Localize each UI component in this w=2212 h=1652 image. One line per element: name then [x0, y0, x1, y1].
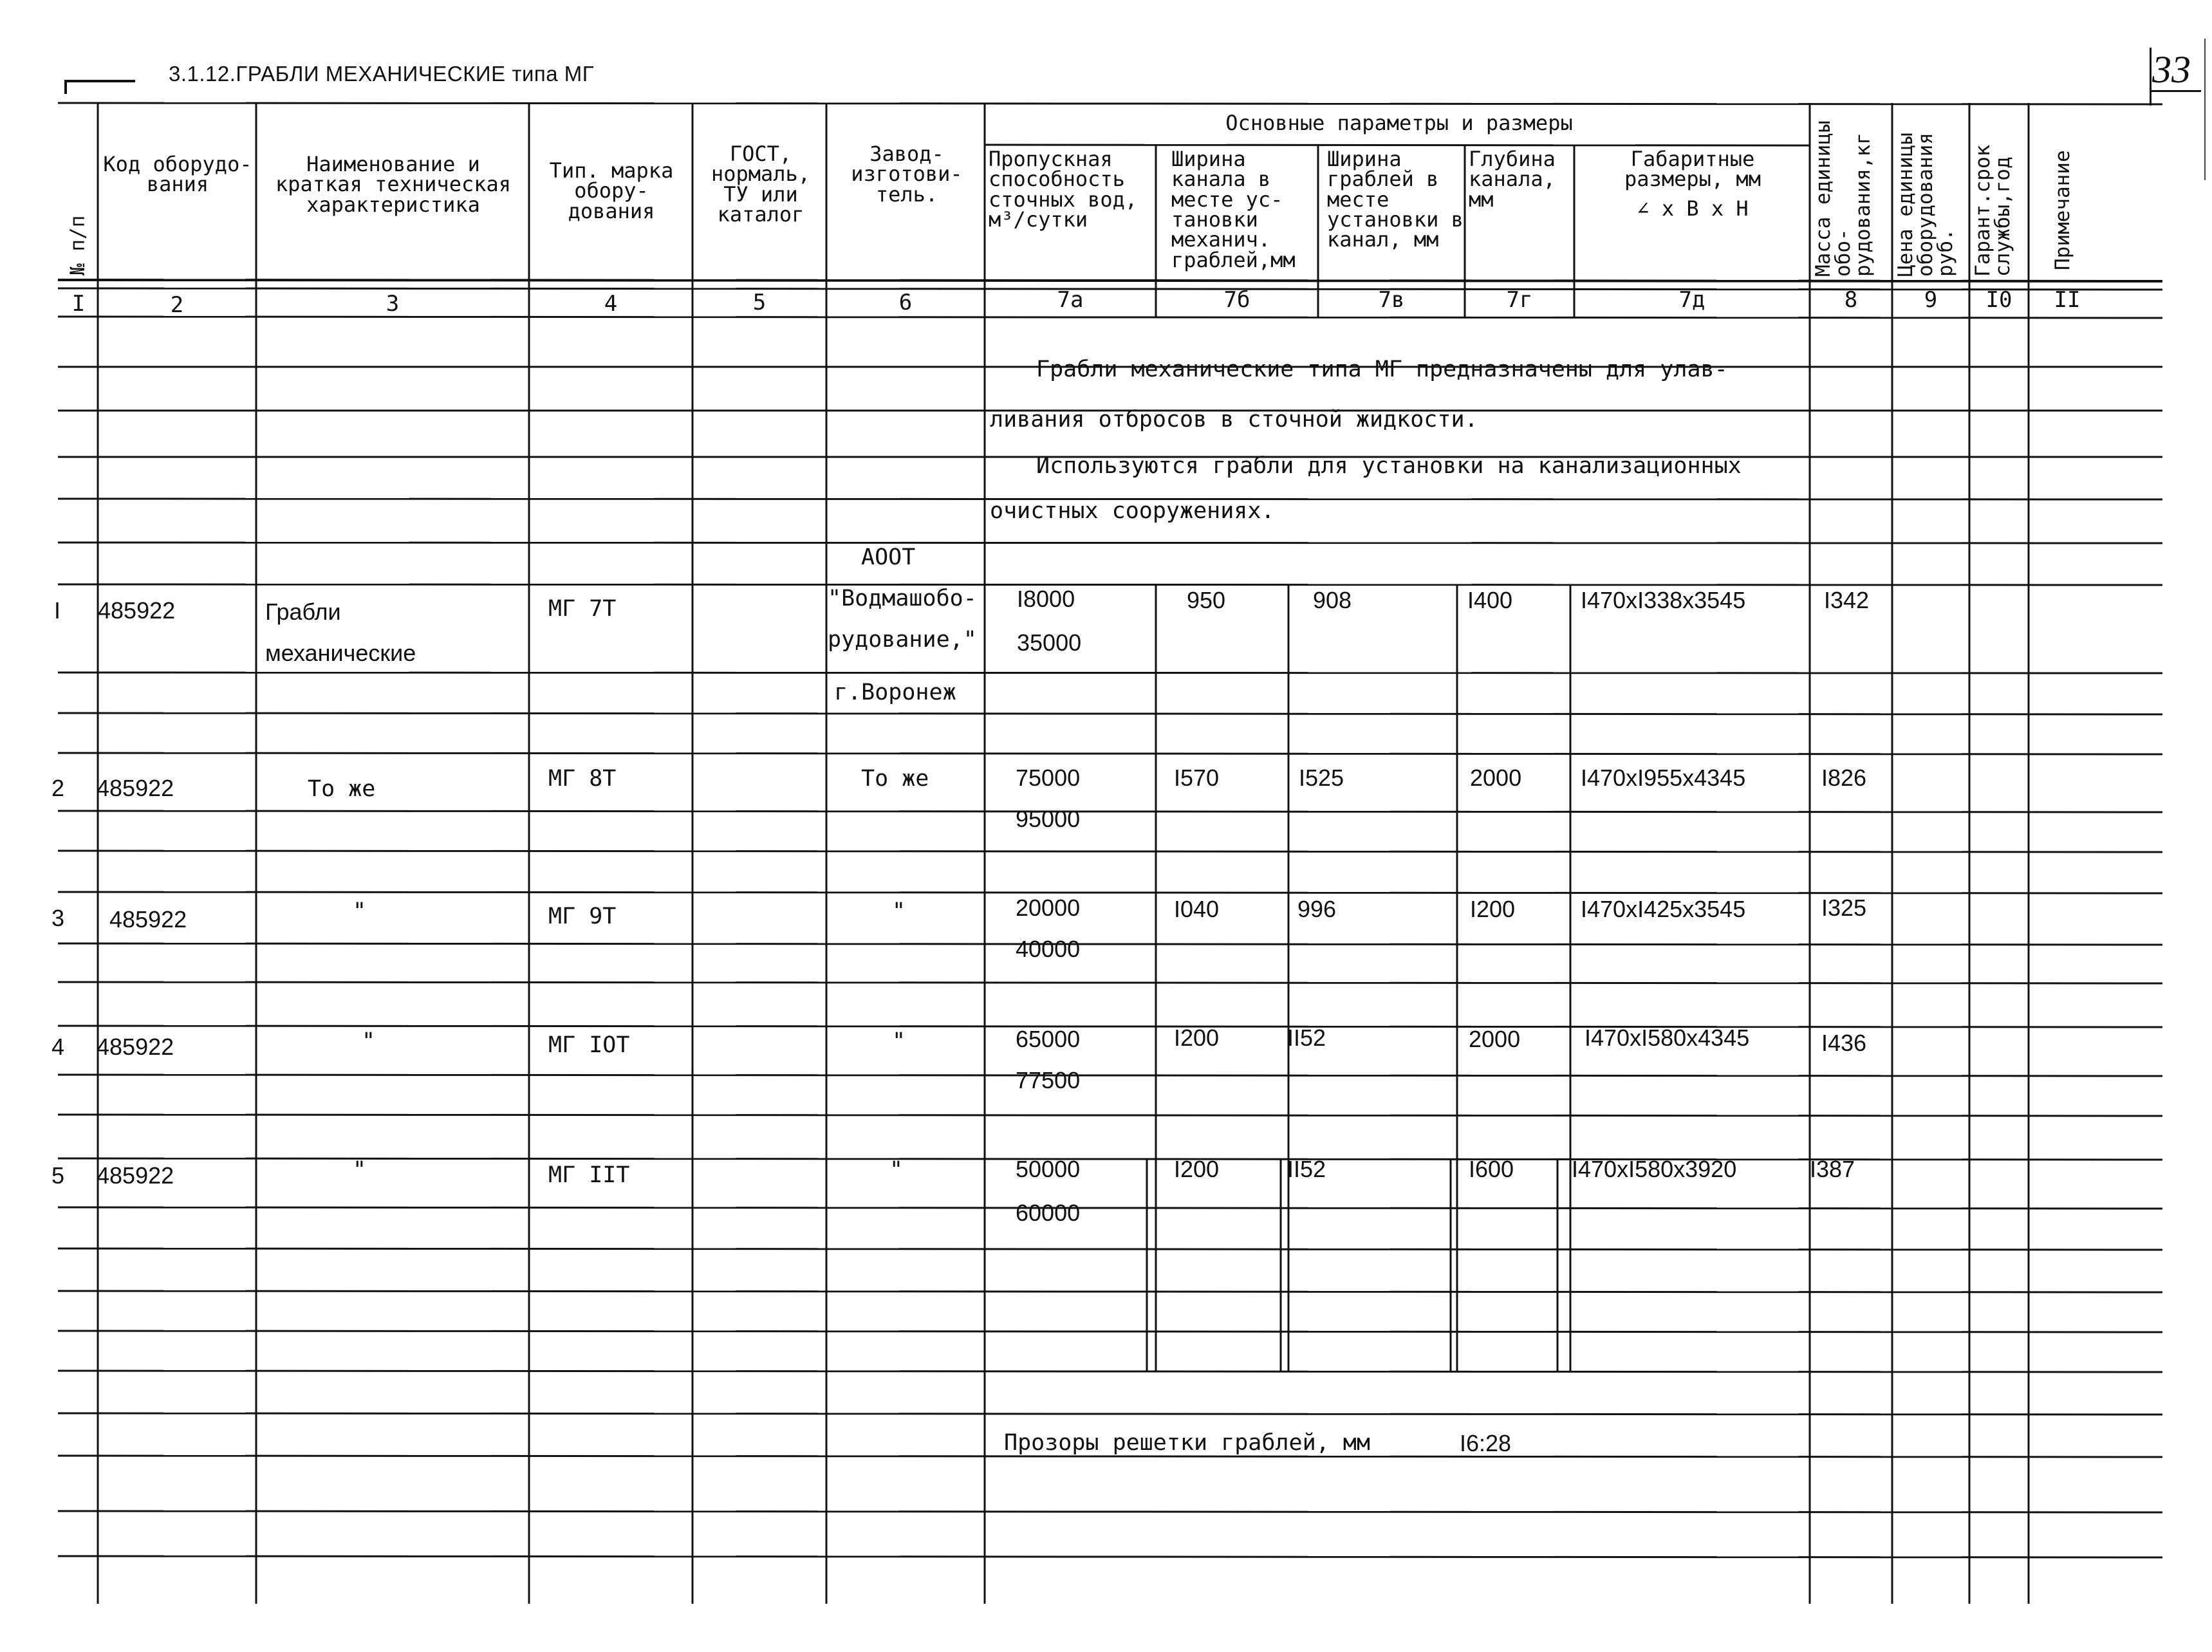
row-4-capacity-2: 77500 [1016, 1067, 1081, 1093]
header-col7v: Ширина граблей в месте установки в канал, мм [1327, 147, 1464, 252]
header-col7b: Ширина канала в месте ус- тановки механич. граблей,мм [1171, 147, 1296, 272]
row-5-rake-width: II52 [1287, 1156, 1326, 1182]
manufacturer-line-1: АООТ [861, 544, 916, 570]
row-1-rake-width: 908 [1313, 587, 1352, 613]
row-5-name: " [353, 1157, 367, 1183]
header-col7d [1578, 149, 1807, 219]
row-4-code: 485922 [97, 1034, 174, 1060]
header-col1: № п/п [66, 215, 89, 275]
row-5-factory: " [889, 1157, 904, 1183]
row-5-depth: I600 [1469, 1156, 1514, 1182]
row-5-dimensions: I470xI580x3920 [1572, 1156, 1737, 1182]
row-3-code: 485922 [109, 906, 187, 933]
row-4-dimensions: I470xI580x4345 [1585, 1025, 1750, 1051]
manufacturer-line-2: "Водмашобо- [828, 586, 977, 611]
row-2-type: МГ 8Т [548, 766, 617, 792]
row-3-channel-width: I040 [1174, 896, 1220, 922]
row-3-type: МГ 9Т [548, 904, 617, 929]
description-line-4: очистных сооружениях. [990, 498, 1275, 524]
row-4-channel-width: I200 [1174, 1025, 1220, 1051]
row-5-type: МГ IIТ [548, 1162, 630, 1188]
header-col5: ГОСТ, нормаль, ТУ или каталог [711, 142, 811, 227]
footer-note-value: I6:28 [1460, 1430, 1512, 1456]
header-col7g: Глубина канала, мм [1469, 147, 1556, 212]
row-3-capacity-2: 40000 [1016, 936, 1081, 962]
row-4-type: МГ IОТ [548, 1032, 630, 1058]
row-2-capacity-2: 95000 [1016, 806, 1081, 832]
header-col9: Цена единицы оборудования руб. [1894, 133, 1957, 277]
row-3-name: " [353, 898, 367, 924]
col-number-10: I0 [1985, 287, 2012, 313]
header-col3: Наименование и краткая техническая характеристика [275, 152, 512, 217]
col-number-3: 3 [386, 291, 400, 317]
col-number-7d: 7д [1678, 287, 1705, 313]
col-number-6: 6 [898, 290, 913, 315]
row-3-dimensions: I470xI425x3545 [1581, 896, 1746, 922]
row-4-rake-width: II52 [1287, 1025, 1326, 1051]
col-number-7g: 7г [1506, 287, 1533, 313]
row-2-capacity-1: 75000 [1016, 765, 1081, 791]
col-number-7v: 7в [1378, 287, 1405, 313]
row-2-depth: 2000 [1470, 765, 1522, 791]
header-col7a: Пропускная способность сточных вод, м³/сутки [989, 147, 1138, 232]
row-4-factory: " [892, 1028, 906, 1054]
header-col7d-line1: Габаритные размеры, мм [1624, 147, 1761, 192]
header-group7: Основные параметры и размеры [1225, 111, 1573, 135]
row-2-mass: I826 [1821, 765, 1867, 791]
row-1-type: МГ 7Т [548, 596, 617, 622]
row-1-dimensions: I470xI338x3545 [1581, 587, 1746, 613]
row-5-mass: I387 [1810, 1156, 1855, 1182]
description-line-3: Используются грабли для установки на канализационных [1036, 453, 1742, 479]
description-line-1: Грабли механические типа МГ предназначены для улав- [1036, 357, 1728, 382]
row-4-name: " [362, 1028, 376, 1054]
row-1-mass: I342 [1824, 587, 1870, 613]
row-2-channel-width: I570 [1174, 765, 1220, 791]
col-number-2: 2 [170, 292, 184, 318]
row-1-number: I [54, 597, 61, 624]
manufacturer-line-4: г.Воронеж [834, 680, 956, 705]
row-1-code: 485922 [98, 597, 176, 624]
row-1-capacity-2: 35000 [1017, 629, 1082, 656]
header-col10: Гарант.срок службы,год [1971, 144, 2014, 277]
row-3-depth: I200 [1470, 896, 1516, 922]
row-3-capacity-1: 20000 [1016, 895, 1081, 921]
row-2-rake-width: I525 [1299, 765, 1344, 791]
row-5-channel-width: I200 [1174, 1156, 1220, 1182]
page-number: 33 [2152, 48, 2191, 91]
row-4-mass: I436 [1821, 1030, 1867, 1056]
manufacturer-line-3: рудование," [828, 627, 977, 653]
header-col4: Тип. марка обору- дования [549, 158, 674, 223]
header-col8: Масса единицы обо- рудования,кг [1812, 120, 1875, 277]
row-2-dimensions: I470xI955x4345 [1581, 765, 1746, 791]
row-5-code: 485922 [97, 1162, 174, 1189]
col-number-9: 9 [1924, 287, 1938, 313]
row-2-name: То же [308, 776, 376, 802]
row-3-factory: " [892, 898, 906, 924]
col-number-4: 4 [604, 291, 618, 317]
footer-note-label: Прозоры решетки граблей, мм [1004, 1430, 1370, 1456]
col-number-1: I [71, 291, 86, 317]
col-number-7a: 7а [1057, 287, 1084, 313]
row-2-factory: То же [861, 766, 929, 792]
row-1-depth: I400 [1467, 587, 1513, 613]
row-4-capacity-1: 65000 [1016, 1026, 1081, 1052]
row-2-code: 485922 [97, 775, 174, 801]
row-5-number: 5 [51, 1162, 65, 1189]
row-3-mass: I325 [1821, 895, 1867, 921]
header-col7d-line2: ∠ x B x H [1637, 196, 1749, 221]
row-1-channel-width: 950 [1187, 587, 1226, 613]
description-line-2: ливания отбросов в сточной жидкости. [990, 407, 1478, 432]
row-2-number: 2 [51, 775, 65, 801]
row-1-name-line-2: механические [265, 640, 416, 666]
page-title: 3.1.12.ГРАБЛИ МЕХАНИЧЕСКИЕ типа МГ [169, 62, 595, 86]
row-1-name-line-1: Грабли [265, 599, 341, 625]
col-number-8: 8 [1844, 287, 1858, 313]
row-3-number: 3 [51, 905, 65, 931]
row-1-capacity-1: I8000 [1017, 586, 1075, 612]
col-number-5: 5 [752, 290, 767, 315]
row-5-capacity-2: 60000 [1016, 1200, 1081, 1226]
row-4-depth: 2000 [1469, 1026, 1521, 1052]
col-number-7b: 7б [1223, 287, 1250, 313]
header-col2: Код оборудо- вания [103, 152, 252, 197]
row-3-rake-width: 996 [1297, 896, 1337, 922]
header-col11: Примечание [2051, 150, 2074, 270]
header-col6: Завод- изготови- тель. [851, 142, 963, 207]
row-5-capacity-1: 50000 [1016, 1156, 1081, 1182]
row-4-number: 4 [51, 1034, 65, 1060]
col-number-11: II [2054, 287, 2081, 313]
